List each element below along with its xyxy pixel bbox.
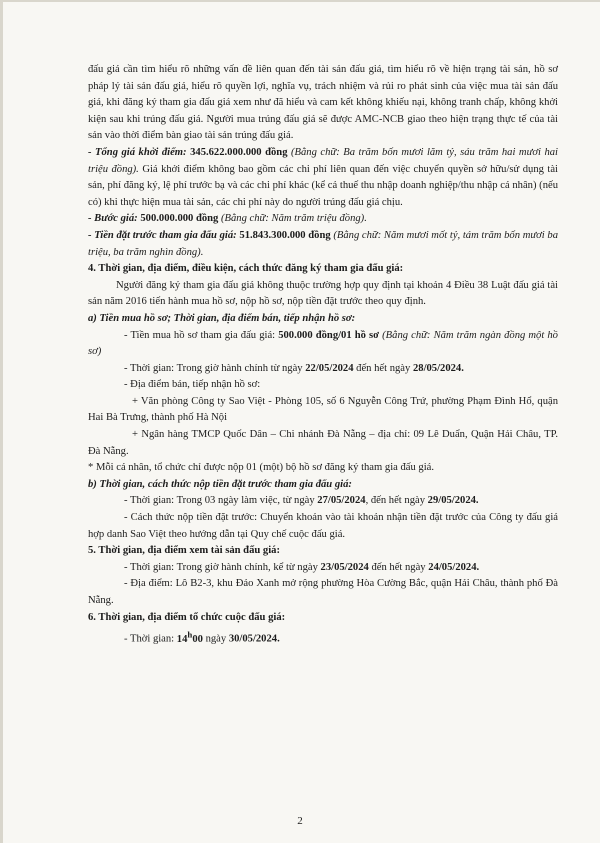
step-price-value: 500.000.000 đồng bbox=[140, 213, 219, 225]
section-4-heading: 4. Thời gian, địa điểm, điều kiện, cách thức đăng ký tham gia đấu giá: bbox=[88, 263, 404, 275]
step-price-words: (Bằng chữ: Năm trăm triệu đồng). bbox=[221, 213, 367, 225]
deposit-paragraph bbox=[88, 228, 558, 261]
scan-edge-left bbox=[0, 0, 3, 843]
section-6-heading: 6. Thời gian, địa điểm tổ chức cuộc đấu giá: bbox=[88, 611, 286, 623]
page-number: 2 bbox=[297, 815, 303, 827]
place-2: + Ngân hàng TMCP Quốc Dân – Chi nhánh Đà Nẵng – địa chỉ: 09 Lê Duẩn, Quận Hải Châu, TP. Đà Nẵng. bbox=[88, 429, 558, 457]
viewing-time-from: 23/05/2024 bbox=[320, 561, 369, 573]
sale-time-label: - Thời gian: Trong giờ hành chính từ ngày bbox=[124, 362, 303, 374]
auction-time-paragraph bbox=[88, 626, 558, 648]
auction-hour-sup: h bbox=[187, 629, 193, 640]
fee-value: 500.000 đồng/01 hồ sơ bbox=[278, 329, 380, 341]
starting-price-label: - Tổng giá khởi điểm: bbox=[88, 146, 187, 158]
viewing-time-label: - Thời gian: Trong giờ hành chính, kể từ ngày bbox=[124, 561, 318, 573]
auction-minute: 00 bbox=[192, 633, 203, 645]
viewing-time-to: 24/05/2024. bbox=[428, 561, 480, 573]
place-label: - Địa điểm bán, tiếp nhận hồ sơ: bbox=[124, 379, 261, 391]
document-body bbox=[88, 62, 558, 648]
section-4-intro: Người đăng ký tham gia đấu giá không thuộc trường hợp quy định tại khoản 4 Điều 38 Luật đấu giá tài sản năm 2016 tiến hành mua hồ sơ, nộp hồ sơ, nộp tiền đặt trước theo quy định. bbox=[88, 279, 558, 308]
starting-price-words: (Bằng chữ: Ba trăm bốn mươi lăm tỷ, sáu trăm hai mươi hai triệu đồng). bbox=[88, 146, 558, 175]
sale-time-paragraph bbox=[88, 361, 558, 378]
starting-price-note: Giá khởi điểm không bao gồm các chi phí liên quan đến việc chuyển quyền sở hữu/sử dụng tài sản, phí đăng ký, lệ phí trước bạ và các chi phí khác (kể cả thuế thu nhập doanh nghiệp/thu nhập cá nhân) (nếu có) khi thực hiện mua tài sản, các chi phí này do người trúng đấu giá chịu. bbox=[88, 163, 558, 208]
auction-time-label: - Thời gian: bbox=[124, 633, 175, 645]
intro-paragraph: đấu giá cần tìm hiểu rõ những vấn đề liên quan đến tài sản đấu giá, tìm hiểu rõ về hiện trạng tài sản, hồ sơ pháp lý tài sản đấu giá, hiểu rõ quyền lợi, nghĩa vụ, trách nhiệm và rủi ro phát sinh của việc mua tài sản đấu giá, khi đăng ký tham gia đấu giá xem như đã hiểu và cam kết không khiếu nại, không tranh chấp, không khởi kiện sau khi trúng đấu giá. Người mua trúng đấu giá sẽ được AMC-NCB giao theo hiện trạng thực tế của tài sản vào thời điểm bàn giao tài sản trúng đấu giá. bbox=[88, 64, 558, 142]
fee-label: - Tiền mua hồ sơ tham gia đấu giá: bbox=[124, 329, 276, 341]
viewing-time-paragraph bbox=[88, 560, 558, 577]
deposit-time-from: 27/05/2024 bbox=[317, 495, 366, 507]
submission-note: * Mỗi cá nhân, tổ chức chỉ được nộp 01 (một) bộ hồ sơ đăng ký tham gia đấu giá. bbox=[88, 462, 435, 474]
fee-paragraph bbox=[88, 328, 558, 361]
fee-words: (Bằng chữ: Năm trăm ngàn đồng một hồ sơ) bbox=[88, 329, 558, 358]
scan-edge-top bbox=[0, 0, 600, 2]
step-price-label: - Bước giá: bbox=[88, 213, 138, 225]
deposit-method: - Cách thức nộp tiền đặt trước: Chuyển khoản vào tài khoản nhận tiền đặt trước của Công ty đấu giá hợp danh Sao Việt theo hướng dẫn tại Quy chế cuộc đấu giá. bbox=[88, 512, 558, 540]
viewing-place: - Địa điểm: Lô B2-3, khu Đảo Xanh mở rộng phường Hòa Cường Bắc, quận Hải Châu, thành phố Đà Nẵng. bbox=[88, 578, 558, 606]
auction-hour: 14 bbox=[176, 633, 188, 645]
auction-date: 30/05/2024. bbox=[228, 633, 280, 645]
deposit-time-mid: , đến hết ngày bbox=[365, 495, 425, 507]
deposit-words: (Bằng chữ: Năm mươi mốt tỷ, tám trăm bốn mươi ba triệu, ba trăm nghìn đồng). bbox=[88, 229, 558, 258]
deposit-label: - Tiền đặt trước tham gia đấu giá: bbox=[88, 229, 237, 241]
deposit-time-label: - Thời gian: Trong 03 ngày làm việc, từ ngày bbox=[124, 495, 315, 507]
auction-time-mid: ngày bbox=[205, 633, 227, 645]
starting-price-paragraph bbox=[88, 145, 558, 211]
auction-time-value bbox=[176, 629, 203, 645]
sale-time-mid: đến hết ngày bbox=[356, 362, 411, 374]
viewing-time-mid: đến hết ngày bbox=[371, 561, 426, 573]
section-4a-heading: a) Tiền mua hồ sơ; Thời gian, địa điểm bán, tiếp nhận hồ sơ: bbox=[88, 312, 356, 324]
sale-time-from: 22/05/2024 bbox=[305, 362, 354, 374]
place-1: + Văn phòng Công ty Sao Việt - Phòng 105, số 6 Nguyễn Công Trứ, phường Phạm Đình Hổ, quận Hai Bà Trưng, thành phố Hà Nội bbox=[88, 395, 558, 424]
sale-time-to: 28/05/2024. bbox=[412, 362, 464, 374]
deposit-time-to: 29/05/2024. bbox=[427, 495, 479, 507]
starting-price-value: 345.622.000.000 đồng bbox=[190, 146, 288, 158]
deposit-value: 51.843.300.000 đồng bbox=[239, 229, 331, 241]
section-4b-heading: b) Thời gian, cách thức nộp tiền đặt trước tham gia đấu giá: bbox=[88, 478, 352, 490]
section-5-heading: 5. Thời gian, địa điểm xem tài sản đấu giá: bbox=[88, 545, 280, 557]
deposit-time-paragraph bbox=[88, 493, 558, 510]
step-price-paragraph bbox=[88, 211, 558, 228]
